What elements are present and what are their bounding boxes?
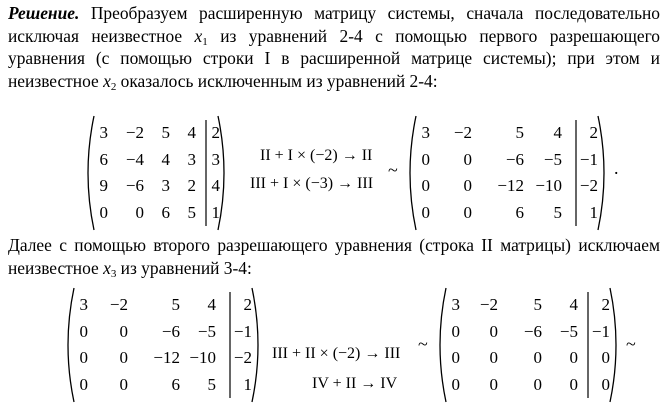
matrix-cell: 0 <box>463 176 472 196</box>
matrix-cell: −6 <box>161 321 180 341</box>
left-paren <box>88 116 94 230</box>
equivalence-symbol-3: ~ <box>626 334 636 354</box>
matrix-cell: 2 <box>601 295 610 315</box>
matrix-cell: −2 <box>479 295 498 315</box>
operation-line-2: III + I × (−3) → III <box>250 175 374 192</box>
matrix-cell: 3 <box>421 123 430 143</box>
operation-line-3: III + II × (−2) → III <box>272 345 401 362</box>
left-paren <box>68 288 74 402</box>
matrix-cell: −10 <box>189 348 216 368</box>
matrix-cell: −5 <box>559 321 578 341</box>
matrix-cell: −5 <box>543 149 562 169</box>
matrix-cell: 3 <box>211 149 220 169</box>
paragraph-continuation <box>8 234 660 279</box>
matrix-cell: 0 <box>119 374 128 394</box>
matrix-cell: 0 <box>79 374 88 394</box>
matrix-cell: 0 <box>489 321 498 341</box>
solution-label: Решение. <box>8 3 80 23</box>
left-paren <box>440 288 446 402</box>
matrix-cell: 0 <box>119 348 128 368</box>
matrix-cell: 0 <box>569 348 578 368</box>
matrix-cell: 0 <box>601 348 610 368</box>
matrix-cell: 1 <box>211 202 220 222</box>
matrix-step-1-repeat <box>60 286 266 404</box>
matrix-cell: 6 <box>99 149 108 169</box>
matrix-cell: −6 <box>523 321 542 341</box>
matrix-cell: 0 <box>79 348 88 368</box>
matrix-cell: 0 <box>451 321 460 341</box>
matrix-cell: 0 <box>463 149 472 169</box>
matrix-cell: 0 <box>135 202 144 222</box>
matrix-cell: 3 <box>99 123 108 143</box>
variable-x2: $x_2$ <box>103 70 117 93</box>
continuation-text-b: из уравнений 3-4: <box>116 257 252 278</box>
operation-line-4: IV + II → IV <box>312 375 398 392</box>
matrix-cell: −6 <box>125 176 144 196</box>
matrix-cell: 0 <box>463 202 472 222</box>
matrix-cell: −6 <box>505 149 524 169</box>
continuation-text-a: Далее с помощью второго разрешающего уравнения (строка II матрицы) исключаем неизвестное <box>8 235 660 278</box>
matrix-cell: 5 <box>553 202 562 222</box>
left-paren <box>410 116 416 230</box>
matrix-cell: 0 <box>489 374 498 394</box>
matrix-cell: 2 <box>211 123 220 143</box>
matrix-cell: −10 <box>535 176 562 196</box>
matrix-original <box>80 114 232 232</box>
matrix-cell: 4 <box>187 123 196 143</box>
matrix-cell: 3 <box>79 295 88 315</box>
matrix-cell: 2 <box>589 123 598 143</box>
matrix-cell: −5 <box>197 321 216 341</box>
matrix-brackets <box>60 286 266 404</box>
right-paren <box>252 288 258 402</box>
variable-x1: $x_1$ <box>194 25 208 48</box>
matrix-cell: −2 <box>453 123 472 143</box>
matrix-cell: 5 <box>207 374 216 394</box>
matrix-cell: 0 <box>451 374 460 394</box>
matrix-step-2 <box>432 286 624 404</box>
equivalence-symbol-1: ~ <box>388 160 398 180</box>
matrix-cell: 0 <box>601 374 610 394</box>
matrix-cell: 0 <box>489 348 498 368</box>
matrix-cell: −1 <box>591 321 610 341</box>
matrix-cell: 5 <box>533 295 542 315</box>
period-mark: . <box>614 158 619 178</box>
matrix-cell: 4 <box>207 295 216 315</box>
matrix-cell: 0 <box>533 348 542 368</box>
intro-text-c: оказалось исключенным из уравнений 2-4: <box>116 70 438 91</box>
matrix-cell: 1 <box>589 202 598 222</box>
matrix-cell: −2 <box>233 348 252 368</box>
matrix-cell: 9 <box>99 176 108 196</box>
matrix-cell: 1 <box>243 374 252 394</box>
intro-text-b: из уравнений 2-4 с помощью первого разрешающего уравнения (с помощью строки I в расширенной матрице системы); при этом и неизвестное <box>8 25 661 91</box>
matrix-cell: 4 <box>553 123 562 143</box>
paragraph-intro <box>8 2 660 92</box>
matrix-cell: −2 <box>109 295 128 315</box>
matrix-cell: 0 <box>99 202 108 222</box>
matrix-cell: 0 <box>421 149 430 169</box>
matrix-cell: 3 <box>161 176 170 196</box>
equivalence-symbol-2: ~ <box>418 334 428 354</box>
matrix-cell: 0 <box>119 321 128 341</box>
matrix-cell: 4 <box>161 149 170 169</box>
matrix-cell: −1 <box>233 321 252 341</box>
operation-line-1: II + I × (−2) → II <box>260 147 373 164</box>
variable-x3: $x_3$ <box>103 257 117 280</box>
matrix-cell: −1 <box>579 149 598 169</box>
matrix-cell: 2 <box>243 295 252 315</box>
matrix-cell: 2 <box>187 176 196 196</box>
matrix-cell: 3 <box>451 295 460 315</box>
matrix-cell: −12 <box>497 176 524 196</box>
matrix-cell: −2 <box>125 123 144 143</box>
matrix-brackets <box>432 286 624 404</box>
matrix-cell: −2 <box>579 176 598 196</box>
matrix-step-1 <box>402 114 612 232</box>
matrix-cell: −12 <box>153 348 180 368</box>
matrix-cell: 0 <box>533 374 542 394</box>
matrix-cell: 5 <box>187 202 196 222</box>
intro-text-a: Преобразуем расширенную матрицу системы, сначала последовательно исключая неизвестное <box>8 3 660 46</box>
matrix-cell: 0 <box>421 202 430 222</box>
matrix-cell: 5 <box>515 123 524 143</box>
matrix-cell: −4 <box>125 149 144 169</box>
matrix-cell: 0 <box>569 374 578 394</box>
matrix-cell: 0 <box>79 321 88 341</box>
matrix-cell: 4 <box>211 176 220 196</box>
right-paren <box>598 116 604 230</box>
matrix-cell: 6 <box>171 374 180 394</box>
matrix-cell: 0 <box>421 176 430 196</box>
matrix-cell: 5 <box>171 295 180 315</box>
matrix-cell: 6 <box>161 202 170 222</box>
right-paren <box>610 288 616 402</box>
matrix-cell: 6 <box>515 202 524 222</box>
matrix-brackets <box>402 114 612 232</box>
matrix-cell: 5 <box>161 123 170 143</box>
matrix-cell: 3 <box>187 149 196 169</box>
matrix-cell: 0 <box>451 348 460 368</box>
matrix-cell: 4 <box>569 295 578 315</box>
